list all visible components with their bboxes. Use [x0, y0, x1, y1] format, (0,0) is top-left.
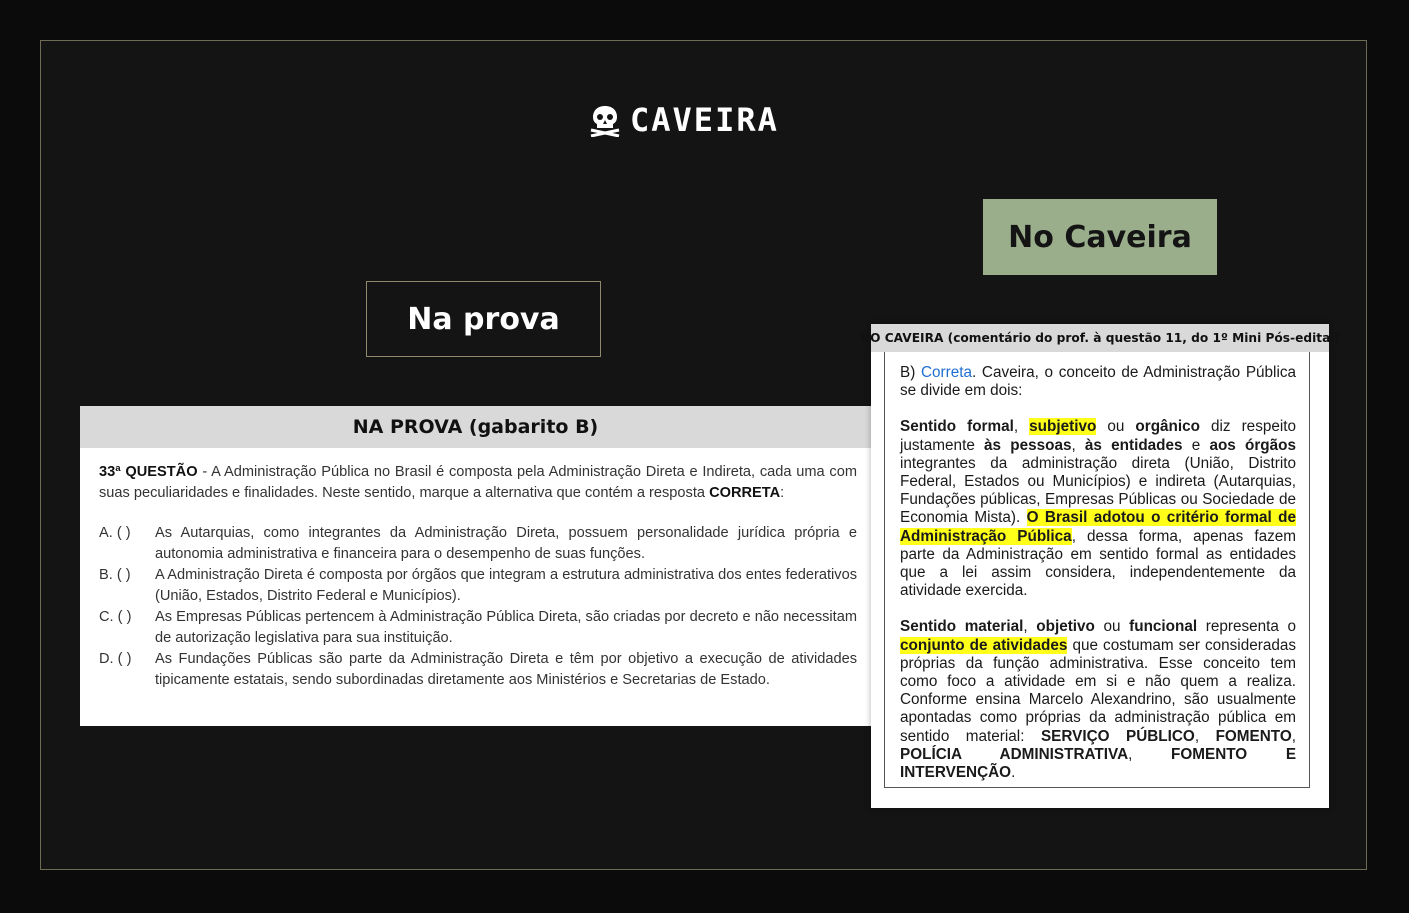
organico-term: orgânico: [1135, 418, 1200, 436]
option-text: As Autarquias, como integrantes da Administração Direta, possuem personalidade jurídica própria e autonomia administrativa e financeira para o desempenho de suas funções.: [155, 525, 857, 562]
option-letter: B. ( ): [99, 567, 131, 583]
caveira-comment-document: [859, 324, 1341, 808]
option-b: [99, 565, 857, 607]
criterio-formal-highlight: O Brasil adotou o critério formal de Administração Pública: [900, 509, 1296, 545]
comment-paragraph-material: [900, 618, 1296, 782]
question-statement: [99, 462, 857, 504]
sentido-formal-term: Sentido formal: [900, 418, 1014, 436]
text-run: ,: [1013, 418, 1030, 436]
text-run: , dessa forma, apenas fazem parte da Administração em sentido formal as entidades que a lei assim considera, independentemente da atividade exercida.: [900, 527, 1296, 600]
question-number: 33ª QUESTÃO: [99, 464, 198, 480]
text-run: e: [1182, 436, 1210, 454]
comment-paragraph-formal: [900, 418, 1296, 600]
question-end: :: [780, 485, 785, 501]
text-run: diz respeito justamente: [900, 418, 1297, 454]
brand-logo: [588, 102, 779, 138]
text-run: representa o: [1197, 618, 1297, 636]
exam-document-body: [80, 448, 871, 691]
exam-document-header: NA PROVA (gabarito B): [80, 406, 871, 448]
text-run: ,: [1071, 436, 1085, 454]
brand-name: CAVEIRA: [630, 101, 779, 139]
subjetivo-term: subjetivo: [1029, 418, 1097, 436]
correta-word: Correta: [920, 364, 972, 381]
orgaos-term: aos órgãos: [1209, 436, 1297, 454]
no-caveira-label: No Caveira: [983, 199, 1217, 275]
option-c: [99, 607, 857, 649]
text-run: ,: [1291, 727, 1297, 745]
answer-letter: B): [900, 364, 921, 381]
policia-administrativa-term: POLÍCIA ADMINISTRATIVA: [900, 745, 1129, 763]
option-text: A Administração Direta é composta por órgãos que integram a estrutura administrativa dos entes federativos (União, Estados, Distrito Federal e Municípios).: [155, 567, 857, 604]
option-a: [99, 523, 857, 565]
question-text: - A Administração Pública no Brasil é composta pela Administração Direta e Indireta, cada uma com suas peculiaridades e finalidades. Neste sentido, marque a alternativa que contém a resposta: [99, 464, 857, 501]
option-letter: C. ( ): [99, 609, 132, 625]
intro-text: . Caveira, o conceito de Administração Pública se divide em dois:: [900, 364, 1296, 400]
option-d: [99, 649, 857, 691]
option-letter: A. ( ): [99, 525, 131, 541]
option-letter: D. ( ): [99, 651, 132, 667]
text-run: ,: [1023, 618, 1037, 636]
comment-document-header: NO CAVEIRA (comentário do prof. à questão 11, do 1º Mini Pós-edital): [871, 324, 1329, 352]
text-run: .: [1011, 764, 1016, 782]
entidades-term: às entidades: [1084, 436, 1183, 454]
objetivo-term: objetivo: [1036, 618, 1095, 636]
na-prova-label: Na prova: [366, 281, 601, 357]
text-run: que costumam ser consideradas próprias da função administrativa. Esse conceito tem como foco a atividade em si e não quem a realiza. Conforme ensina Marcelo Alexandrino, são usualmente apontadas como próprias da administração pública em sentido material:: [900, 636, 1296, 745]
fomento-intervencao-term: FOMENTO E INTERVENÇÃO: [900, 745, 1297, 782]
text-run: integrantes da administração direta (União, Distrito Federal, Estados ou Municípios) e indireta (Autarquias, Fundações públicas, Empresas Públicas ou Sociedade de Economia Mista).: [900, 454, 1296, 527]
text-run: ou: [1094, 618, 1130, 636]
skull-icon: [588, 103, 622, 137]
option-text: As Empresas Públicas pertencem à Administração Pública Direta, são criadas por decreto e não necessitam de autorização legislativa para sua instituição.: [155, 609, 857, 646]
exam-question-document: [80, 406, 871, 726]
sentido-material-term: Sentido material: [900, 618, 1024, 636]
question-correct-word: CORRETA: [709, 485, 781, 501]
funcional-term: funcional: [1129, 618, 1198, 636]
fomento-term: FOMENTO: [1215, 727, 1292, 745]
pessoas-term: às pessoas: [984, 436, 1072, 454]
text-run: ou: [1096, 418, 1136, 436]
comment-paragraph-1: [900, 364, 1296, 400]
comment-document-body: [884, 352, 1310, 788]
text-run: ,: [1194, 727, 1216, 745]
option-text: As Fundações Públicas são parte da Administração Direta e têm por objetivo a execução de atividades tipicamente estatais, sendo subordinadas diretamente aos Ministérios e Secretarias de Estado.: [155, 651, 857, 688]
servico-publico-term: SERVIÇO PÚBLICO: [1040, 727, 1195, 745]
text-run: ,: [1128, 745, 1171, 763]
conjunto-atividades-highlight: conjunto de atividades: [900, 636, 1068, 654]
